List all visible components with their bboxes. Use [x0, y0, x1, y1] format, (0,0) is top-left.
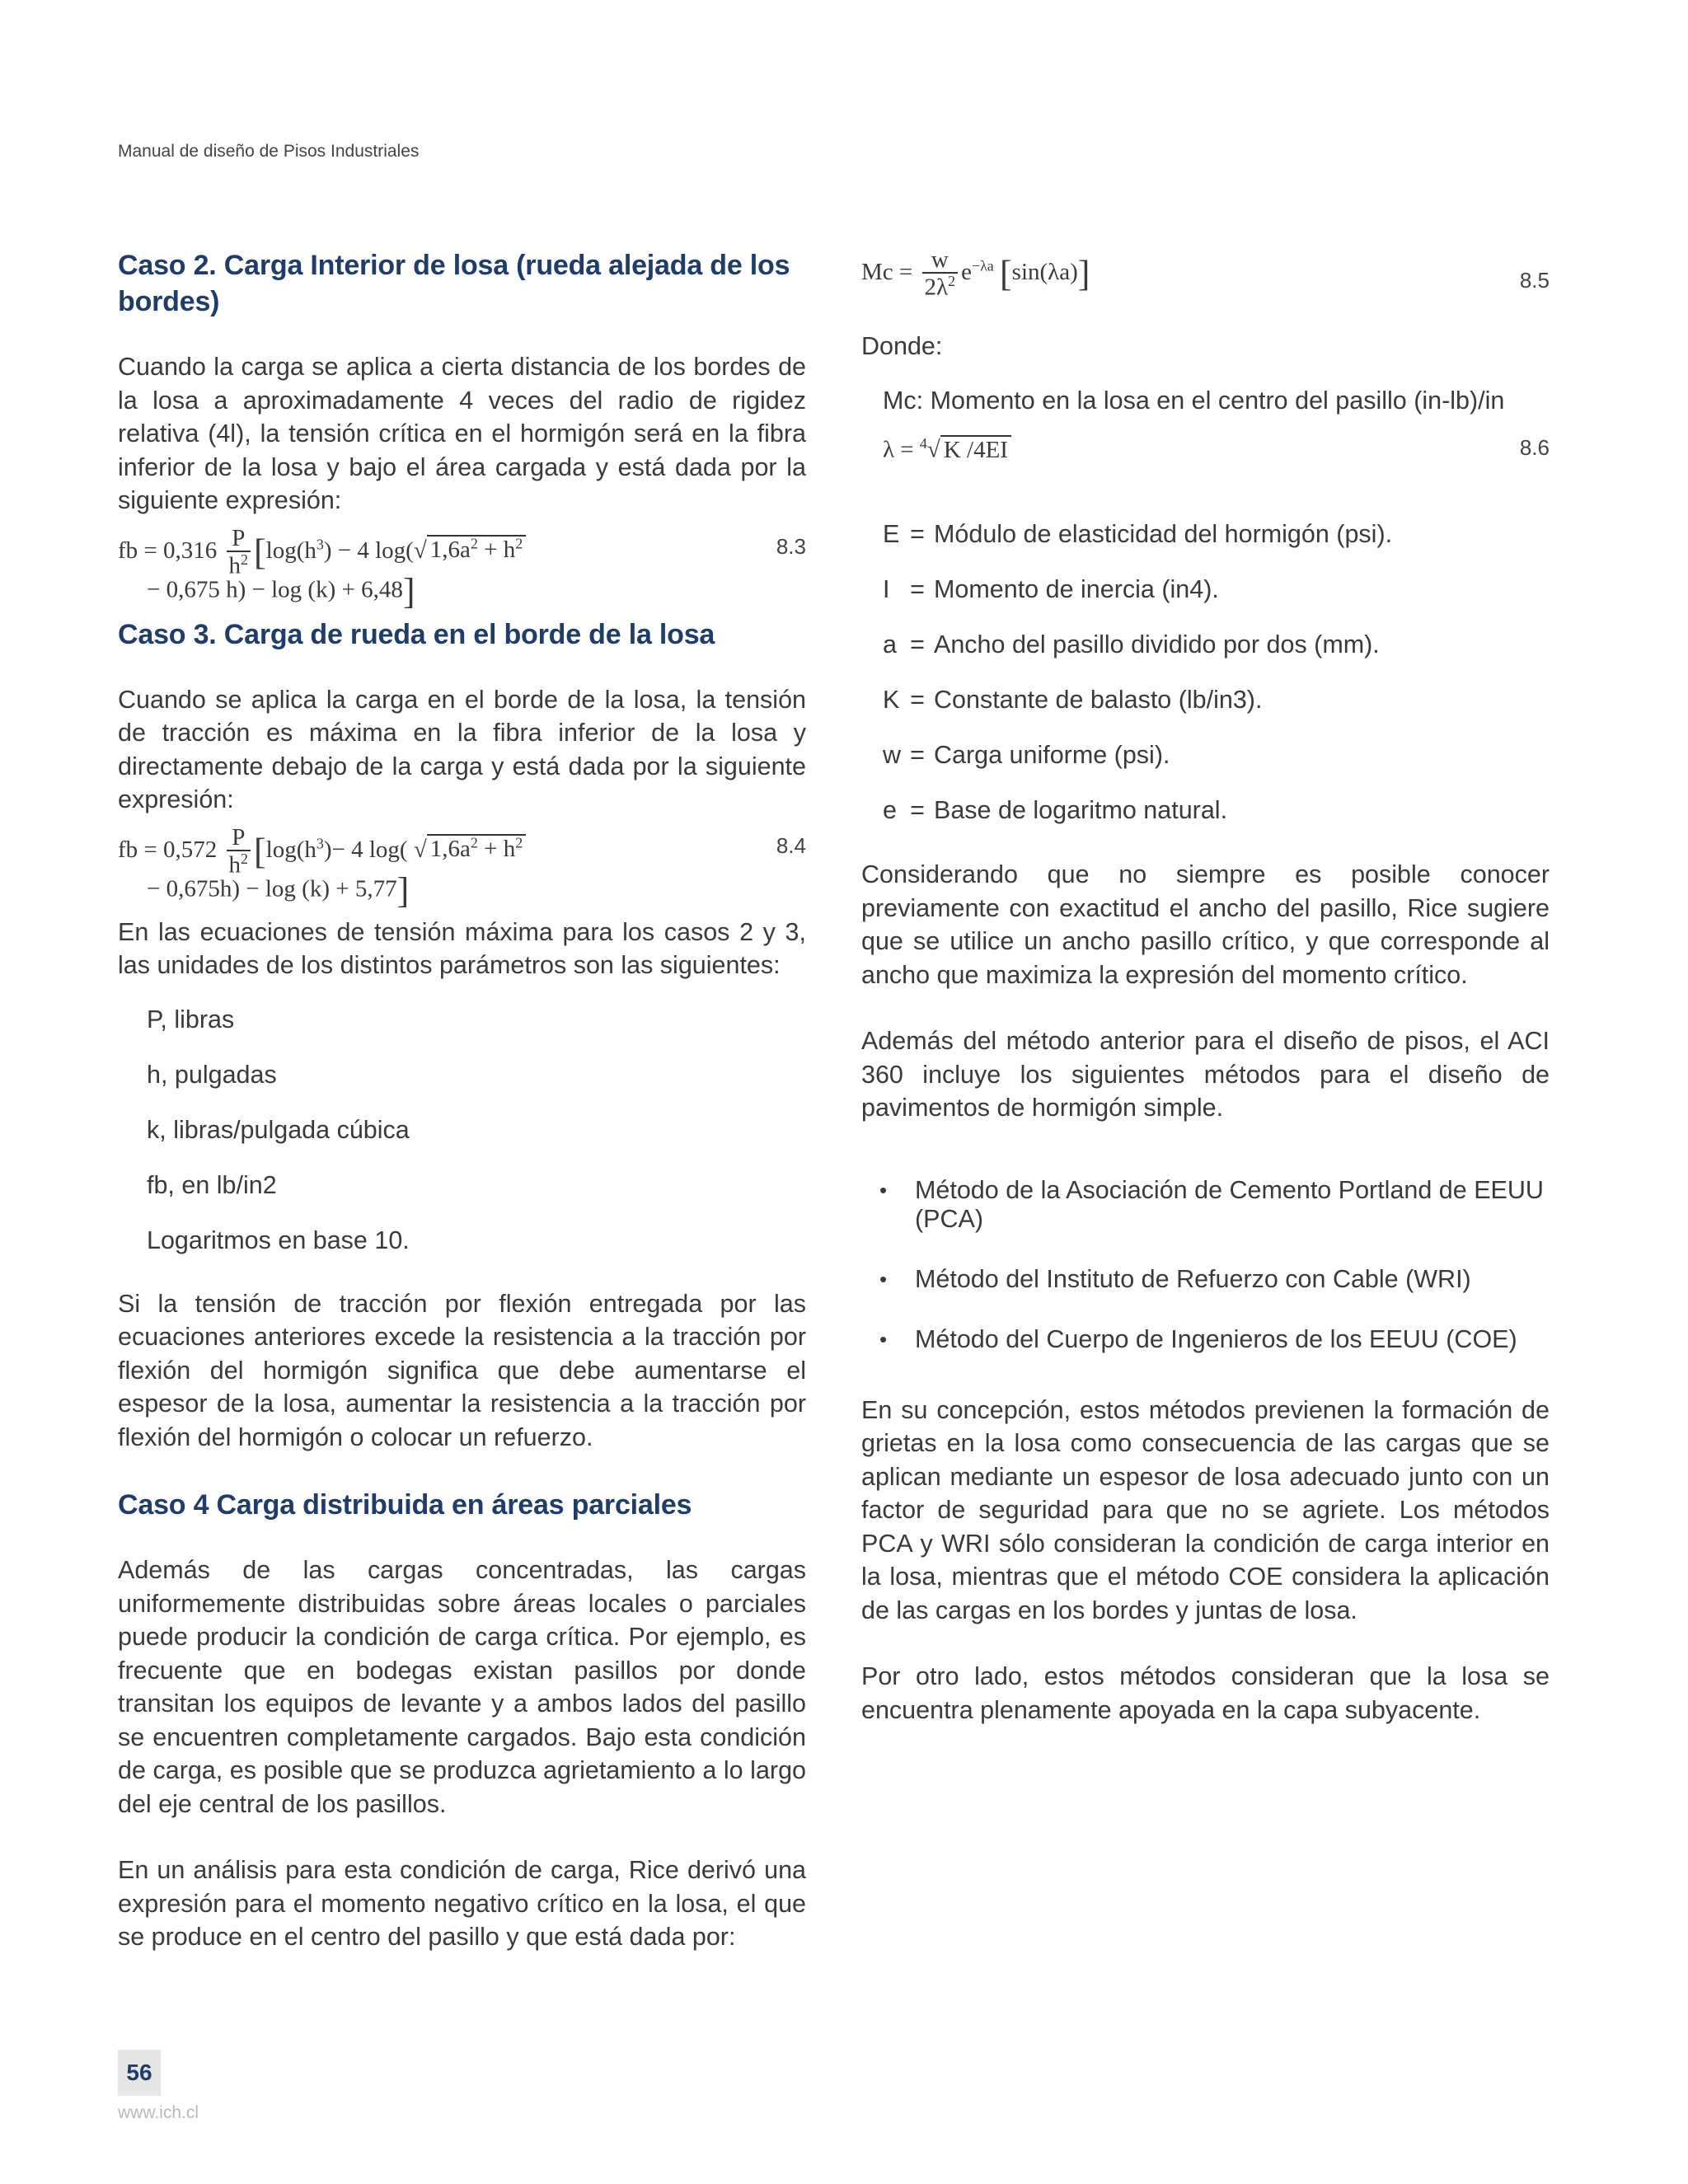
definition-symbol: a [883, 630, 897, 658]
definition-text: Carga uniforme (psi). [934, 741, 1170, 769]
definition-text: Módulo de elasticidad del hormigón (psi). [934, 520, 1393, 548]
equation-number-8-6: 8.6 [1519, 435, 1550, 460]
right-column [861, 247, 1550, 1727]
donde-label: Donde: [861, 332, 943, 360]
definition-row: E = Módulo de elasticidad del hormigón (psi). [883, 518, 1550, 551]
definitions-list [861, 518, 1550, 827]
equation-number-8-4: 8.4 [776, 832, 806, 858]
running-header: Manual de diseño de Pisos Industriales [118, 142, 420, 161]
definition-text: Momento de inercia (in4). [934, 575, 1219, 603]
list-item: • Método de la Asociación de Cemento Portland de EEUU (PCA) [879, 1175, 1544, 1233]
definition-text: Base de logaritmo natural. [934, 796, 1228, 824]
list-item: • Método del Cuerpo de Ingenieros de los EEUU (COE) [879, 1324, 1517, 1353]
flexion-paragraph: Si la tensión de tracción por flexión entregada por las ecuaciones anteriores excede la resistencia a la tracción por flexión del hormigón significa que debe aumentarse el espesor de la losa, aumentar la resistencia a la tracción por flexión del hormigón o colocar un refuerzo. [118, 1289, 806, 1451]
unit-item: k, libras/pulgada cúbica [147, 1115, 410, 1144]
equation-8-3: fb = 0,316 $\frac{P}{h^2}$ [$\log(h^3) - 4$ log(√ $1,6a^2 + h^2$ − 0,675 h) − log (k) + 6,48] 8.3 [118, 524, 806, 612]
unit-item: fb, en lb/in2 [147, 1170, 277, 1199]
unit-item: P, libras [147, 1005, 235, 1033]
equation-8-4: fb = 0,572 $\frac{P}{h^2}$ [$\log(h^3)- 4$ log( √ $1,6a^2 + h^2$ − 0,675h) − log (k) + 5,77] 8.4 [118, 823, 806, 911]
mc-definition: Mc: Momento en la losa en el centro del pasillo (in-lb)/in [883, 386, 1505, 415]
definition-text: Constante de balasto (lb/in3). [934, 686, 1263, 714]
definition-row: w = Carga uniforme (psi). [883, 738, 1550, 771]
definition-row: e = Base de logaritmo natural. [883, 794, 1550, 827]
page-number: 56 [118, 2050, 161, 2096]
equation-number-8-3: 8.3 [776, 533, 806, 559]
conception-paragraph: En su concepción, estos métodos previenen la formación de grietas en la losa como consecuencia de las cargas que se aplican mediante un espesor de losa adecuado junto con un factor de seguridad para que no se agriete. Los métodos PCA y WRI sólo consideran la condición de carga interior en la losa, mientras que el método COE considera la aplicación de las cargas en los bordes y juntas de losa. [861, 1395, 1550, 1624]
left-column [118, 247, 806, 1954]
support-paragraph: Por otro lado, estos métodos consideran que la losa se encuentra plenamente apoyada en la capa subyacente. [861, 1662, 1550, 1724]
website-link[interactable]: www.ich.cl [118, 2103, 199, 2122]
case2-paragraph: Cuando la carga se aplica a cierta distancia de los bordes de la losa a aproximadamente 4 veces del radio de rigidez relativa (4l), la tensión crítica en el hormigón será en la fibra inferior de la losa y bajo el área cargada y está dada por la siguiente expresión: [118, 353, 806, 514]
case3-paragraph: Cuando se aplica la carga en el borde de la losa, la tensión de tracción es máxima en la fibra inferior de la losa y directamente debajo de la carga y está dada por la siguiente expresión: [118, 685, 806, 813]
list-item: • Método del Instituto de Refuerzo con Cable (WRI) [879, 1264, 1471, 1293]
equation-number-8-5: 8.5 [1519, 268, 1550, 293]
equation-8-5: Mc = $\frac{w}{2\lambda^2}$ $e^{-\lambda a}$ [sin(λa)] 8.5 [861, 246, 1550, 302]
definition-row: K = Constante de balasto (lb/in3). [883, 683, 1550, 716]
methods-list [861, 1176, 1550, 1354]
definition-symbol: K [883, 686, 900, 714]
units-list [118, 1003, 806, 1257]
definition-symbol: E [883, 520, 900, 548]
definition-text: Ancho del pasillo dividido por dos (mm). [934, 630, 1380, 658]
unit-item: h, pulgadas [147, 1060, 277, 1089]
definition-symbol: w [883, 741, 902, 769]
case3-heading: Caso 3. Carga de rueda en el borde de la losa [118, 618, 715, 650]
aci-360-paragraph: Además del método anterior para el diseño de pisos, el ACI 360 incluye los siguientes métodos para el diseño de pavimentos de hormigón simple. [861, 1027, 1550, 1122]
unit-item: Logaritmos en base 10. [147, 1226, 410, 1254]
definition-row: I = Momento de inercia (in4). [883, 573, 1550, 606]
case4-paragraph-1: Además de las cargas concentradas, las cargas uniformemente distribuidas sobre áreas locales o parciales puede producir la condición de carga crítica. Por ejemplo, es frecuente que en bodegas existan pasillos por donde transitan los equipos de levante y a ambos lados del pasillo se encuentren completamente cargados. Bajo esta condición de carga, es posible que se produzca agrietamiento a lo largo del eje central de los pasillos. [118, 1556, 806, 1818]
critical-aisle-paragraph: Considerando que no siempre es posible conocer previamente con exactitud el ancho del pasillo, Rice sugiere que se utilice un ancho pasillo crítico, y que corresponde al ancho que maximiza la expresión del momento crítico. [861, 860, 1550, 989]
case2-heading: Caso 2. Carga Interior de losa (rueda alejada de los bordes) [118, 250, 790, 317]
equation-8-6: λ = $^4$√ K /4EI 8.6 [883, 435, 1550, 463]
case4-heading: Caso 4 Carga distribuida en áreas parciales [118, 1489, 692, 1521]
units-intro: En las ecuaciones de tensión máxima para los casos 2 y 3, las unidades de los distintos parámetros son las siguientes: [118, 917, 806, 979]
definition-row: a = Ancho del pasillo dividido por dos (mm). [883, 628, 1550, 661]
case4-paragraph-2: En un análisis para esta condición de carga, Rice derivó una expresión para el momento negativo crítico en la losa, el que se produce en el centro del pasillo y que está dada por: [118, 1856, 806, 1951]
definition-symbol: e [883, 796, 897, 824]
definition-symbol: I [883, 575, 890, 603]
